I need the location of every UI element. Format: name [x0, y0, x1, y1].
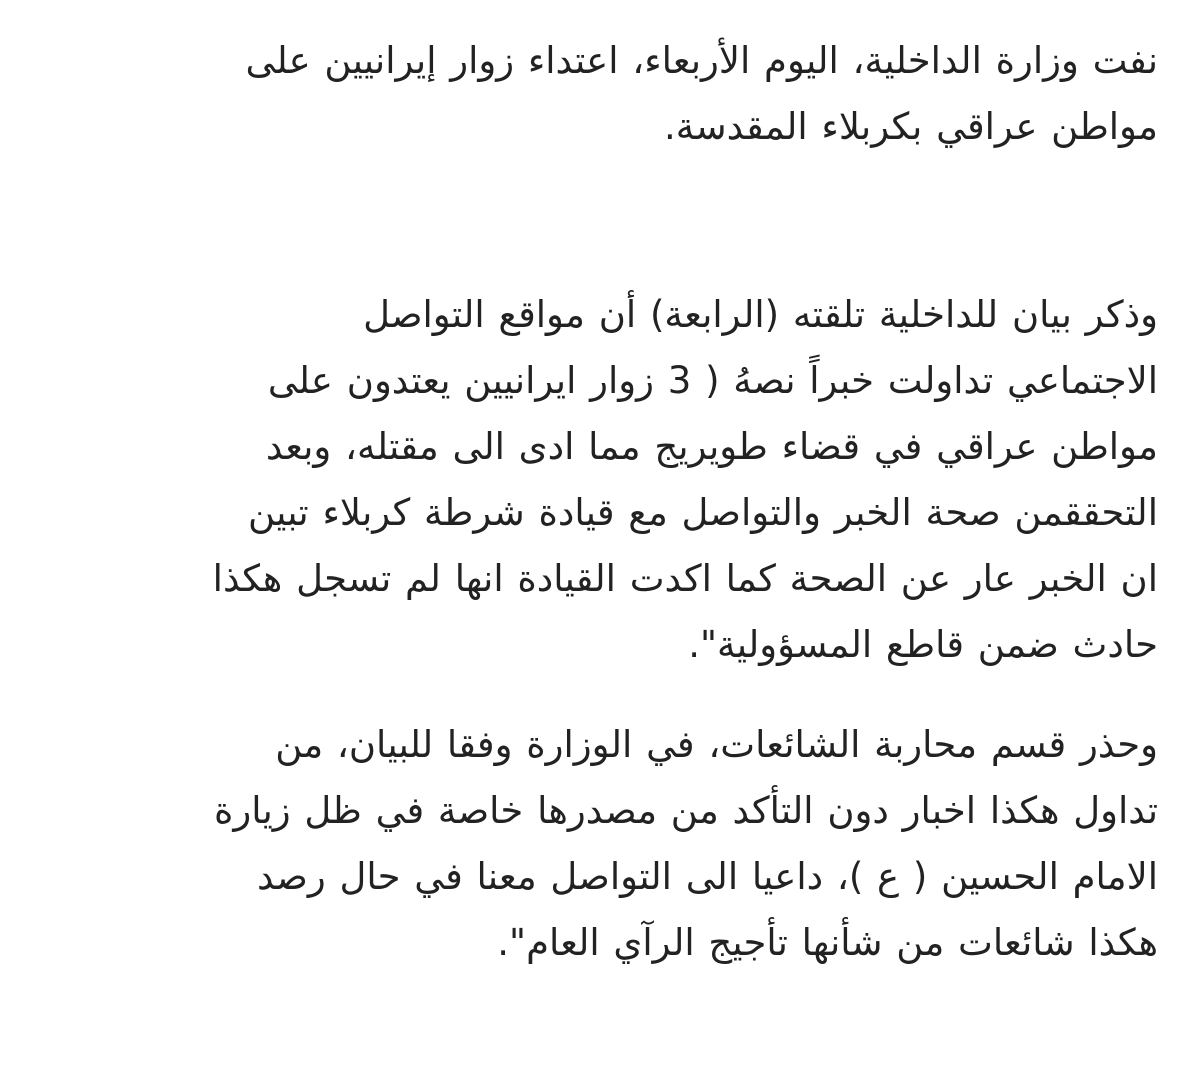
text-line: التحققمن صحة الخبر والتواصل مع قيادة شرطة كربلاء تبين: [247, 491, 1158, 534]
text-line: تداول هكذا اخبار دون التأكد من مصدرها خاصة في ظل زيارة: [213, 789, 1158, 832]
text-line: الامام الحسين ( ع )، داعيا الى التواصل معنا في حال رصد: [256, 855, 1158, 898]
text-line: هكذا شائعات من شأنها تأجيج الرآي العام".: [497, 921, 1158, 964]
article-body: [40, 28, 1158, 976]
text-line: ان الخبر عار عن الصحة كما اكدت القيادة انها لم تسجل هكذا: [212, 557, 1158, 600]
text-line: مواطن عراقي بكربلاء المقدسة.: [663, 105, 1158, 148]
text-line: وحذر قسم محاربة الشائعات، في الوزارة وفقا للبيان، من: [275, 723, 1158, 766]
text-line: مواطن عراقي في قضاء طويريج مما ادى الى مقتله، وبعد: [265, 425, 1158, 468]
text-line: نفت وزارة الداخلية، اليوم الأربعاء، اعتداء زوار إيرانيين على: [245, 39, 1158, 82]
paragraph-warning: [40, 712, 1158, 976]
paragraph-statement: [40, 282, 1158, 678]
text-line: الاجتماعي تداولت خبراً نصهُ ( 3 زوار ايرانيين يعتدون على: [267, 359, 1158, 402]
text-line: وذكر بيان للداخلية تلقته (الرابعة) أن مواقع التواصل: [363, 293, 1158, 336]
text-line: حادث ضمن قاطع المسؤولية".: [688, 623, 1158, 666]
paragraph-denial: [40, 28, 1158, 160]
